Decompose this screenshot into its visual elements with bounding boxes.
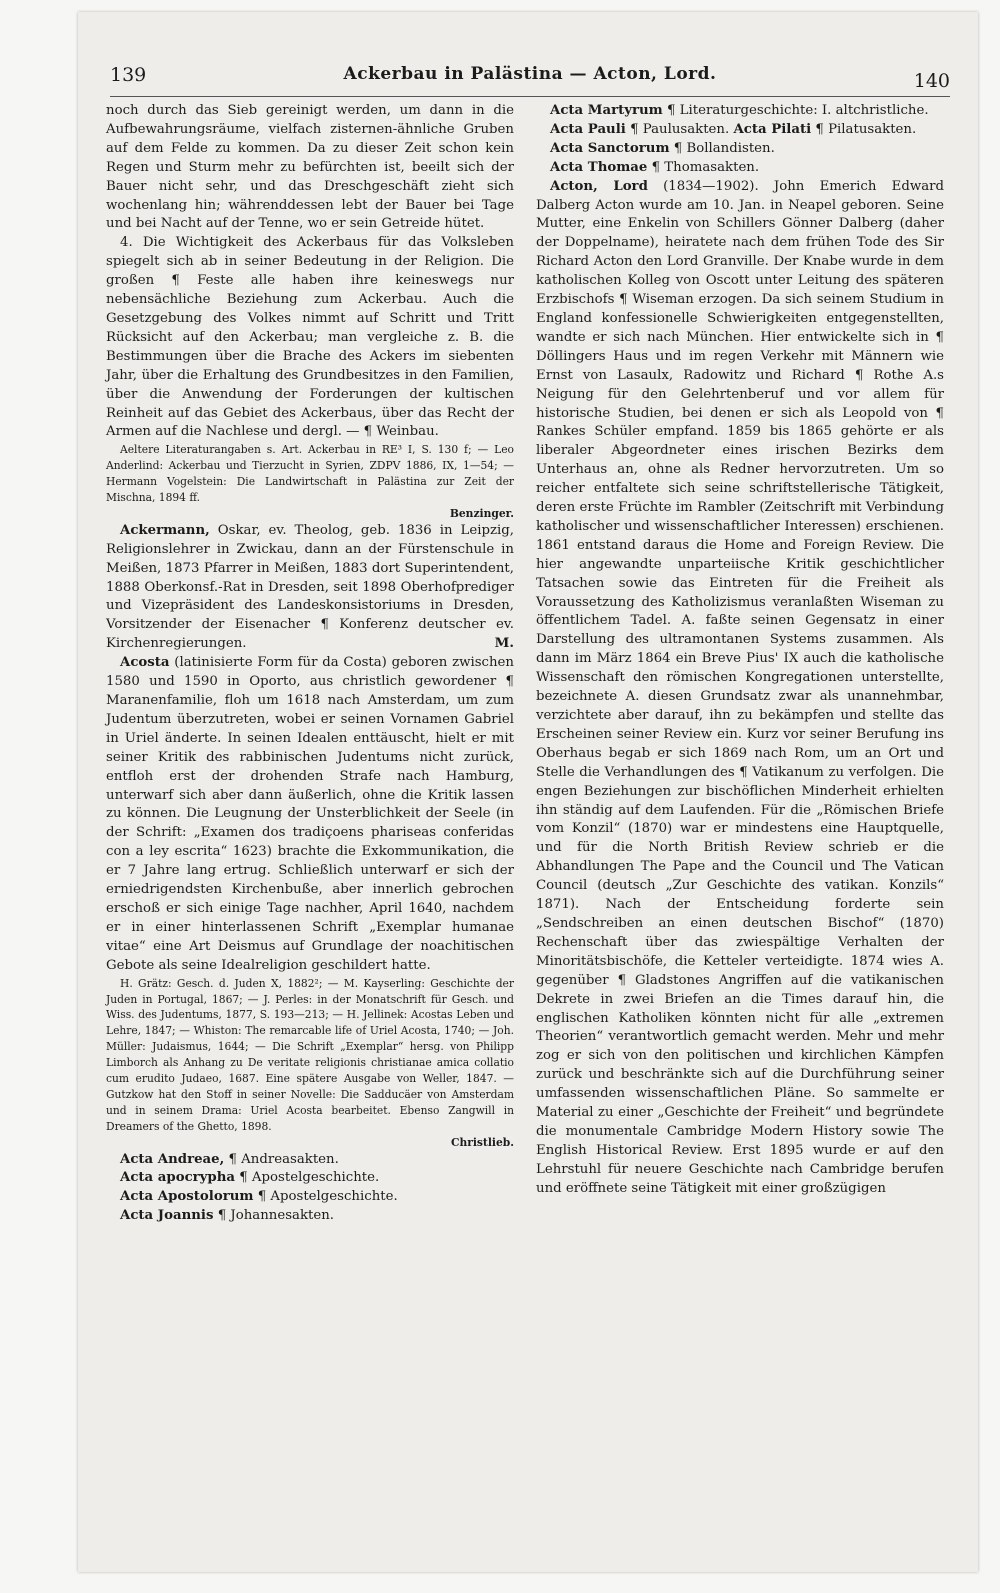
right-page-number: 140 [913,70,950,92]
entry-body: (latinisierte Form für da Costa) geboren zwischen 1580 und 1590 in Oporto, aus christlich gewordener ¶ Maranenfamilie, floh um 1618 nach Amsterdam, um zum Judentum überzutreten, wobei er seinen Vornamen Gabriel in Uriel änderte. In seinen Idealen enttäuscht, hielt er mit seiner Kritik des rabbinischen Judentums nicht zurück, entfloh erst der drohenden Strafe nach Hamburg, unterwarf sich aber dann äußerlich, ohne die Kritik lassen zu können. Die Leugnung der Unsterblichkeit der Seele (in der Schrift: „Examen dos tradiçoens phariseas conferidas con a ley escrita“ 1623) brachte die Exkommunikation, die er 7 Jahre lang ertrug. Schließlich unterwarf er sich der erniedrigendsten Kirchenbuße, aber innerlich gebrochen erschoß er sich einige Tage nachher, April 1640, nachdem er in einer hinterlassenen Schrift „Exemplar humanae vitae“ eine Art Deismus auf Grundlage der noachitischen Gebote als seine Idealreligion geschildert hatte. [106,655,514,973]
ref-target: ¶ Pilatusakten. [815,121,917,137]
ref-target: ¶ Apostelgeschichte. [239,1170,380,1186]
entry-heading: Ackermann, [120,522,210,538]
paragraph-religion: 4. Die Wichtigkeit des Ackerbaus für das Volksleben spiegelt sich ab in seiner Bedeutung in der Religion. Die großen ¶ Feste alle haben ihre keineswegs nur nebensächliche Beziehung zum Ackerbau. Auch die Gesetzgebung des Volkes nimmt auf Schritt und Tritt Rücksicht auf den Ackerbau; man vergleiche z. B. die Bestimmungen über die Brache des Ackers im siebenten Jahr, über die Erhaltung des Grundbesitzes in den Familien, über die Anwendung der Forderungen der kultischen Reinheit auf das Gebiet des Ackerbaus, über das Recht der Armen auf die Nachlese und dergl. — ¶ Weinbau. [106,235,514,440]
cross-reference [106,1207,514,1226]
literature-text: H. Grätz: Gesch. d. Juden X, 1882²; — M. Kayserling: Geschichte der Juden in Portugal, 1867; — J. Perles: in der Monatschrift für Gesch. und Wiss. des Judentums, 1877, S. 193—213; — H. Jellinek: Acostas Leben und Lehre, 1847; — Whiston: The remarcable life of Uriel Acosta, 1740; — Joh. Müller: Judaismus, 1644; — Die Schrift „Exemplar“ hersg. von Philipp Limborch als Anhang zu De veritate religionis christianae amica collatio cum erudito Judaeo, 1687. Eine spätere Ausgabe von Weller, 1847. — Gutzkow hat den Stoff in seiner Novelle: Die Sadducäer von Amsterdam und in seinem Drama: Uriel Acosta bearbeitet. Ebenso Zangwill in Dreamers of the Ghetto, 1898. [106,976,514,1133]
cross-reference [106,1169,514,1188]
ref-target: ¶ Bollandisten. [673,140,775,156]
ref-heading: Acta Joannis [120,1208,214,1224]
ref-target: ¶ Paulusakten. [630,121,730,137]
entry-ackermann [106,522,514,654]
ref-heading: Acta Pauli [550,121,626,137]
ref-heading: Acta Pilati [733,121,812,137]
author-signature: Christlieb. [450,1135,514,1149]
cross-reference [536,140,944,159]
cross-reference [106,1151,514,1170]
entry-acosta [106,654,514,975]
ref-target: ¶ Andreasakten. [228,1151,339,1167]
cross-reference [106,1188,514,1207]
entry-acton [536,178,944,1199]
entry-heading: Acton, Lord [550,178,648,194]
entry-body: Oskar, ev. Theolog, geb. 1836 in Leipzig, Religionslehrer in Zwickau, dann an der Fürstenschule in Meißen, 1873 Pfarrer in Meißen, 1883 dort Superintendent, 1888 Oberkonsf.-Rat in Dresden, seit 1898 Oberhofprediger und Vizepräsident des Landeskonsistoriums in Dresden, Vorsitzender der Eisenacher ¶ Konferenz deutscher ev. Kirchenregierungen. [106,522,514,652]
paragraph-threshing: noch durch das Sieb gereinigt werden, um dann in die Aufbewahrungsräume, vielfach zisternen-ähnliche Gruben auf dem Felde zu kommen. Da zu dieser Zeit schon kein Regen und Sturm mehr zu befürchten ist, beeilt sich der Bauer nicht sehr, und das Dreschgeschäft zieht sich wochenlang hin; währenddessen lebt der Bauer bei Tage und bei Nacht auf der Tenne, wo er sein Getreide hütet. [106,103,514,232]
entry-heading: Acosta [120,655,170,671]
cross-reference [536,102,944,121]
literature-ackerbau [106,442,514,522]
ref-heading: Acta Apostolorum [120,1189,254,1205]
ref-target: ¶ Johannesakten. [217,1208,335,1224]
ref-heading: Acta Sanctorum [550,140,670,156]
running-header [110,60,950,97]
literature-acosta [106,976,514,1151]
literature-text: Aeltere Literaturangaben s. Art. Ackerbau in RE³ I, S. 130 f; — Leo Anderlind: Ackerbau und Tierzucht in Syrien, ZDPV 1886, IX, 1—54; — Hermann Vogelstein: Die Landwirtschaft in Palästina zur Zeit der Mischna, 1894 ff. [106,443,514,505]
right-column [536,102,944,1199]
ref-heading: Acta apocrypha [120,1170,235,1186]
left-page-number: 139 [110,64,147,86]
ref-heading: Acta Thomae [550,159,648,175]
entry-body: (1834—1902). John Emerich Edward Dalberg Acton wurde am 10. Jan. in Neapel geboren. Seine Mutter, eine Enkelin von Schillers Gönner Dalberg (daher der Doppelname), heiratete nach dem frühen Tode des Sir Richard Acton den Lord Granville. Der Knabe wurde in dem katholischen Kolleg von Oscott unter Leitung des späteren Erzbischofs ¶ Wiseman erzogen. Da sich seinem Studium in England konfessionelle Schwierigkeiten entgegenstellten, wandte er sich nach München. Hier entwickelte sich in ¶ Döllingers Haus und im regen Verkehr mit Männern wie Ernst von Lasaulx, Radowitz und Richard ¶ Rothe A.s Neigung für den Gelehrtenberuf und vor allem für historische Studien, bei denen er sich als Leopold von ¶ Rankes Schüler empfand. 1859 bis 1865 gehörte er als liberaler Abgeordneter eines irischen Bezirks dem Unterhaus an, ohne als Redner hervorzutreten. Um so reicher entfaltete sich seine schriftstellerische Tätigkeit, deren erste Früchte im Rambler (Zeitschrift mit Verbindung katholischer und wissenschaftlicher Interessen) erschienen. 1861 entstand daraus die Home and Foreign Review. Die hier angewandte unparteiische Kritik geschichtlicher Tatsachen sowie das Eintreten für die Freiheit als Voraussetzung des Katholizismus veranlaßten Wiseman zu öffentlichem Tadel. A. faßte seinen Gegensatz in einer Darstellung des ultramontanen Systems zusammen. Als dann im März 1864 ein Breve Pius' IX auch die katholische Wissenschaft den römischen Kongregationen unterstellte, bezeichnete A. diesen Grundsatz zwar als unannehmbar, verzichtete aber darauf, ihn zu bekämpfen und stellte das Erscheinen seiner Review ein. Kurz vor seiner Berufung ins Oberhaus begab er sich 1869 nach Rom, um an Ort und Stelle die Verhandlungen des ¶ Vatikanum zu verfolgen. Die engen Beziehungen zur bischöflichen Minderheit erhielten ihn ständig auf dem Laufenden. Für die „Römischen Briefe vom Konzil“ (1870) war er mindestens eine Hauptquelle, und für die North British Review schrieb er die Abhandlungen The Pape and the Council und The Vatican Council (deutsch „Zur Geschichte des vatikan. Konzils“ 1871). Nach der Entscheidung forderte sein „Sendschreiben an einen deutschen Bischof“ (1870) Rechenschaft über das zwiespältige Verhalten der Minoritätsbischöfe, die Ketteler verteidigte. 1874 wies A. gegenüber ¶ Gladstones Angriffen auf die vatikanischen Dekrete in zwei Briefen an die Times darauf hin, die englischen Katholiken könnten nicht für alle „extremen Theorien“ verantwortlich gemacht werden. Mehr und mehr zog er sich von den politischen und kirchlichen Kämpfen zurück und beschränkte sich auf die Durchführung seiner umfassenden wissenschaftlichen Pläne. So sammelte er Material zu einer „Geschichte der Freiheit“ und begründete die monumentale Cambridge Modern History sowie The English Historical Review. Erst 1895 wurde er auf den Lehrstuhl für neuere Geschichte nach Cambridge berufen und eröffnete seine Tätigkeit mit einer großzügigen [536,178,945,1196]
cross-reference [536,121,944,140]
cross-reference [536,159,944,178]
ref-target: ¶ Thomasakten. [651,159,760,175]
ref-heading: Acta Andreae, [120,1151,225,1167]
left-column [106,102,514,1226]
ref-heading: Acta Martyrum [550,103,663,118]
header-title: Ackerbau in Palästina — Acton, Lord. [343,64,717,84]
author-signature: M. [494,636,514,652]
author-signature: Benzinger. [449,506,514,520]
ref-target: ¶ Apostelgeschichte. [257,1189,398,1205]
ref-target: ¶ Literaturgeschichte: I. altchristliche. [667,103,929,118]
